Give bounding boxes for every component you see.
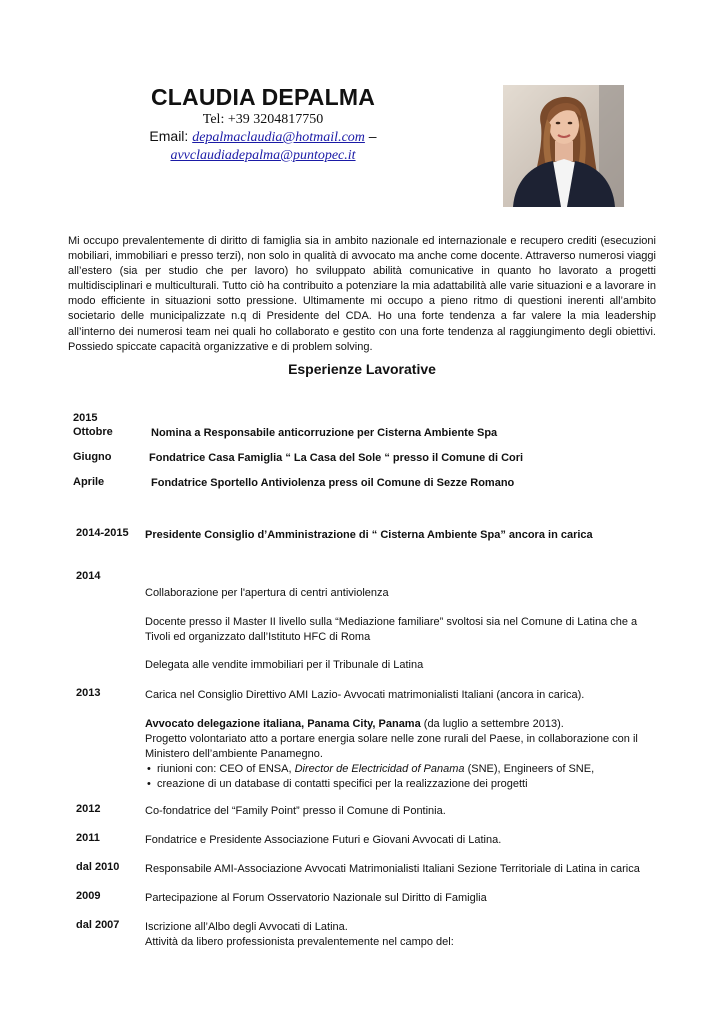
email-link-hotmail[interactable]: depalmaclaudia@hotmail.com — [192, 130, 365, 145]
entry-2013-ami: Carica nel Consiglio Direttivo AMI Lazio- Avvocati matrimonialisti Italiani (ancora in carica). — [145, 689, 585, 701]
entry-2013-panama-period: (da luglio a settembre 2013). — [420, 718, 564, 730]
profile-summary: Mi occupo prevalentemente di diritto di famiglia sia in ambito nazionale ed internazionale e recupero crediti (esecuzioni mobiliari, immobiliari e presso terzi), non solo in qualità di avvocato ma anche come docente. Attraverso numerosi viaggi all’estero (sia per studio che per lavoro) ho sviluppato abilità comunicative in quanto ho lavorato a progetti multidisciplinari e multiculturali. Tutto ciò ha contribuito a potenziare la mia adattabilità alle varie situazioni e a lavorare in modo efficiente in situazioni sotto pressione. Ultimamente mi occupo a pieno ritmo di questioni inerenti all’ambito societario delle municipalizzate n.q di Presidente del CDA. Ho una forte tendenza a far valere la mia leadership all’interno dei numerosi team nei quali ho collaborato e gestito con una forte tendenza al raggiungimento degli obiettivi. Possiedo spiccate capacità organizzative e di problem solving. — [68, 235, 656, 353]
month-aprile: Aprile — [73, 476, 105, 488]
entry-2012: Co-fondatrice del “Family Point” presso il Comune di Pontinia. — [145, 805, 446, 817]
year-2014-2015: 2014-2015 — [76, 527, 129, 539]
email-label: Email: — [149, 128, 193, 144]
month-giugno: Giugno — [73, 451, 112, 463]
entry-2014-docente: Docente presso il Master II livello sulla “Mediazione familiare” svoltosi sia nel Comune di Latina che a Tivoli ed organizzato dall’Istituto HFC di Roma — [145, 616, 638, 643]
entry-2009: Partecipazione al Forum Osservatorio Nazionale sul Diritto di Famiglia — [145, 892, 487, 904]
entry-2014-delegata: Delegata alle vendite immobiliari per il Tribunale di Latina — [145, 659, 424, 671]
entry-2014-antiviolenza: Collaborazione per l'apertura di centri antiviolenza — [145, 587, 389, 599]
entry-2014-2015: Presidente Consiglio d’Amministrazione di “ Cisterna Ambiente Spa” ancora in carica — [145, 529, 593, 541]
profile-photo — [503, 85, 624, 207]
entry-2013-progetto: Progetto volontariato atto a portare energia solare nelle zone rurali del Paese, in collaborazione con il Ministero dell’ambiente Panamegno. — [145, 733, 638, 760]
candidate-name: CLAUDIA DEPALMA — [150, 84, 376, 110]
entry-2013-bullets — [145, 762, 655, 792]
year-2015: 2015 — [73, 412, 98, 424]
email-separator: – — [364, 128, 377, 144]
list-item: • riunioni con: CEO of ENSA, Director de Electricidad of Panama (SNE), Engineers of SNE, — [145, 762, 655, 777]
year-dal-2010: dal 2010 — [76, 861, 120, 873]
year-dal-2007: dal 2007 — [76, 919, 120, 931]
entry-2013-panama-title: Avvocato delegazione italiana, Panama City, Panama — [145, 718, 421, 730]
entry-giugno: Fondatrice Casa Famiglia “ La Casa del Sole “ presso il Comune di Cori — [149, 452, 524, 464]
year-2013: 2013 — [76, 687, 101, 699]
entry-dal-2007-attivita: Attività da libero professionista prevalentemente nel campo del: — [145, 936, 454, 948]
entry-2011: Fondatrice e Presidente Associazione Futuri e Giovani Avvocati di Latina. — [145, 834, 502, 846]
entry-aprile: Fondatrice Sportello Antiviolenza press oil Comune di Sezze Romano — [151, 477, 515, 489]
entry-dal-2010: Responsabile AMI-Associazione Avvocati Matrimonialisti Italiani Sezione Territoriale di Latina in carica — [145, 863, 640, 875]
entry-dal-2007-albo: Iscrizione all’Albo degli Avvocati di Latina. — [145, 921, 348, 933]
entry-2013-panama — [145, 717, 655, 792]
year-2009: 2009 — [76, 890, 101, 902]
year-2012: 2012 — [76, 803, 101, 815]
entry-ottobre: Nomina a Responsabile anticorruzione per Cisterna Ambiente Spa — [151, 427, 498, 439]
year-2014: 2014 — [76, 570, 101, 582]
phone-number: Tel: +39 3204817750 — [202, 112, 324, 127]
list-item: • creazione di un database di contatti specifici per la realizzazione dei progetti — [145, 777, 655, 792]
email-line — [110, 128, 416, 164]
section-title: Esperienze Lavorative — [288, 361, 436, 377]
month-ottobre: Ottobre — [73, 426, 113, 438]
year-2011: 2011 — [76, 832, 100, 844]
email-link-pec[interactable]: avvclaudiadepalma@puntopec.it — [170, 148, 356, 163]
